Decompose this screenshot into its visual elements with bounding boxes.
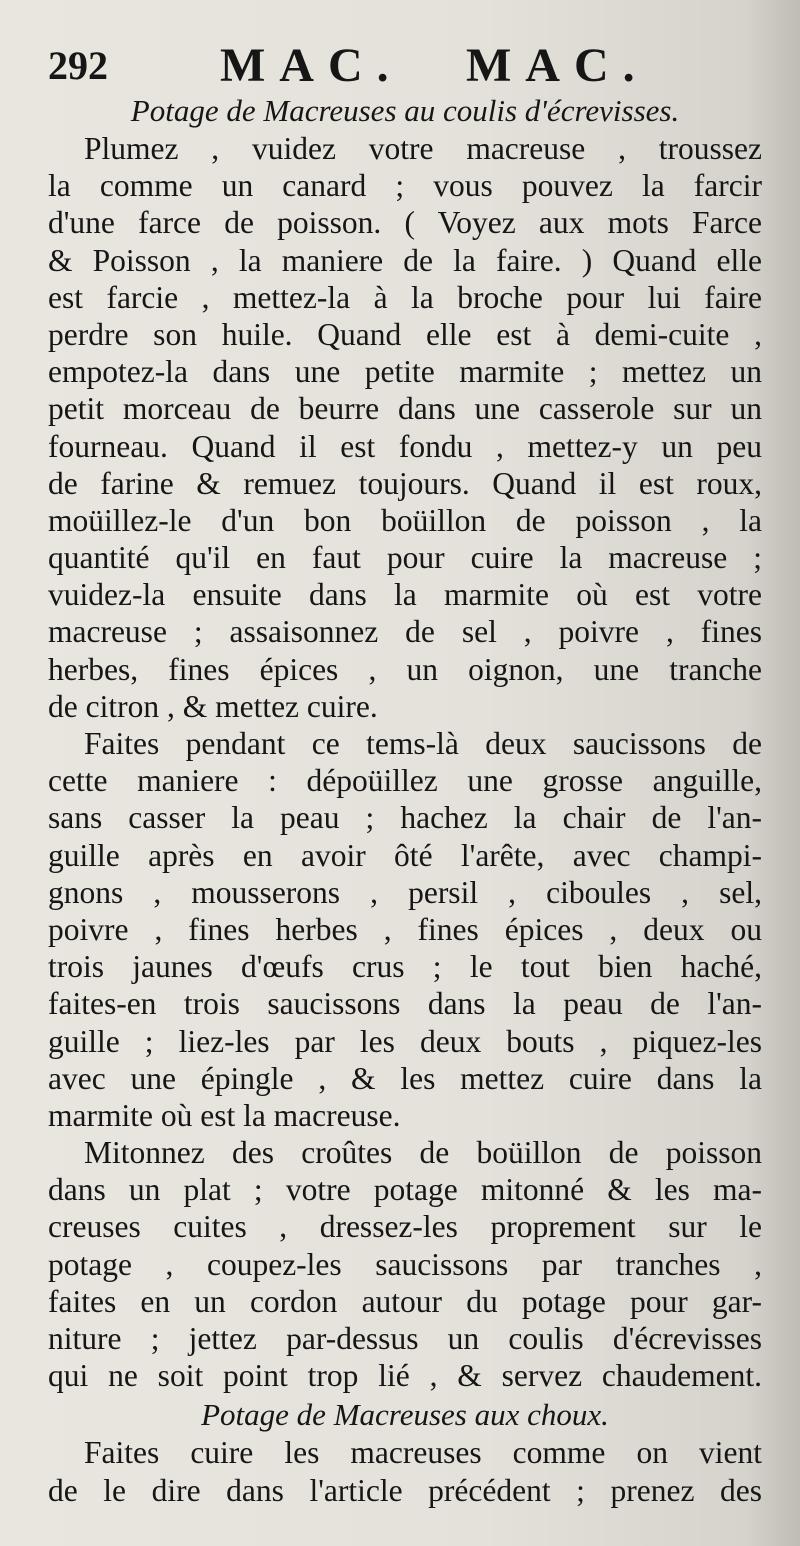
text-line: Plumez , vuidez votre macreuse , troussez: [84, 131, 762, 166]
text-line: vuidez-la ensuite dans la marmite où est votre: [48, 577, 762, 613]
text-line: faites-en trois saucissons dans la peau de l'an-: [48, 986, 762, 1022]
text-line: niture ; jettez par-dessus un coulis d'écrevisses: [48, 1321, 762, 1356]
paragraph: [48, 130, 762, 725]
text-line: creuses cuites , dressez-les proprement sur le: [48, 1209, 762, 1245]
text-line: de citron , & mettez cuire.: [48, 688, 378, 724]
text-line: de farine & remuez toujours. Quand il est roux,: [48, 465, 762, 501]
section-macreuses-ecrevisses: [48, 92, 762, 1394]
section-title: Potage de Macreuses au coulis d'écrevisses.: [130, 93, 680, 128]
page-header: [48, 28, 762, 90]
text-line: Faites pendant ce tems-là deux saucissons de: [84, 726, 762, 761]
text-line: potage , coupez-les saucissons par tranches ,: [48, 1246, 762, 1282]
running-head-right: MAC.: [466, 39, 649, 92]
page-number: 292: [48, 43, 108, 88]
text-line: poivre , fines herbes , fines épices , deux ou: [48, 911, 762, 947]
text-line: faites en un cordon autour du potage pour gar-: [48, 1283, 762, 1319]
section-macreuses-choux: [48, 1396, 762, 1508]
text-line: de le dire dans l'article précédent ; prenez des: [48, 1472, 762, 1508]
text-line: & Poisson , la maniere de la faire. ) Quand elle: [48, 242, 762, 278]
text-line: cette maniere : dépoüillez une grosse anguille,: [48, 763, 762, 799]
text-line: perdre son huile. Quand elle est à demi-cuite ,: [48, 316, 762, 352]
text-line: quantité qu'il en faut pour cuire la macreuse ;: [48, 540, 762, 576]
text-line: d'une farce de poisson. ( Voyez aux mots Farce: [48, 205, 762, 241]
text-line: Mitonnez des croûtes de boüillon de poisson: [84, 1135, 762, 1171]
text-line: Faites cuire les macreuses comme on vient: [84, 1435, 762, 1471]
text-line: est farcie , mettez-la à la broche pour lui faire: [48, 279, 762, 315]
text-line: guille après en avoir ôté l'arête, avec champi-: [48, 837, 762, 873]
text-line: dans un plat ; votre potage mitonné & les ma-: [48, 1172, 762, 1208]
text-line: sans casser la peau ; hachez la chair de l'an-: [48, 800, 762, 836]
text-line: trois jaunes d'œufs crus ; le tout bien haché,: [48, 949, 762, 985]
paragraph: [48, 1134, 762, 1394]
running-head-left: MAC.: [220, 39, 403, 92]
text-line: qui ne soit point trop lié , & servez chaudement.: [48, 1358, 762, 1394]
text-line: gnons , mousserons , persil , ciboules , sel,: [48, 874, 762, 910]
text-line: fourneau. Quand il est fondu , mettez-y un peu: [48, 428, 762, 464]
text-line: macreuse ; assaisonnez de sel , poivre , fines: [48, 614, 762, 650]
text-line: marmite où est la macreuse.: [48, 1097, 401, 1133]
text-line: guille ; liez-les par les deux bouts , piquez-les: [48, 1023, 762, 1059]
text-line: empotez-la dans une petite marmite ; mettez un: [48, 354, 762, 390]
text-line: la comme un canard ; vous pouvez la farcir: [48, 168, 762, 204]
text-line: moüillez-le d'un bon boüillon de poisson , la: [48, 502, 762, 538]
paragraph: [48, 1434, 762, 1508]
paragraph: [48, 725, 762, 1134]
text-line: herbes, fines épices , un oignon, une tranche: [48, 651, 762, 687]
text-line: avec une épingle , & les mettez cuire dans la: [48, 1060, 762, 1096]
section-title: Potage de Macreuses aux choux.: [201, 1397, 609, 1433]
text-line: petit morceau de beurre dans une casserole sur un: [48, 391, 762, 427]
